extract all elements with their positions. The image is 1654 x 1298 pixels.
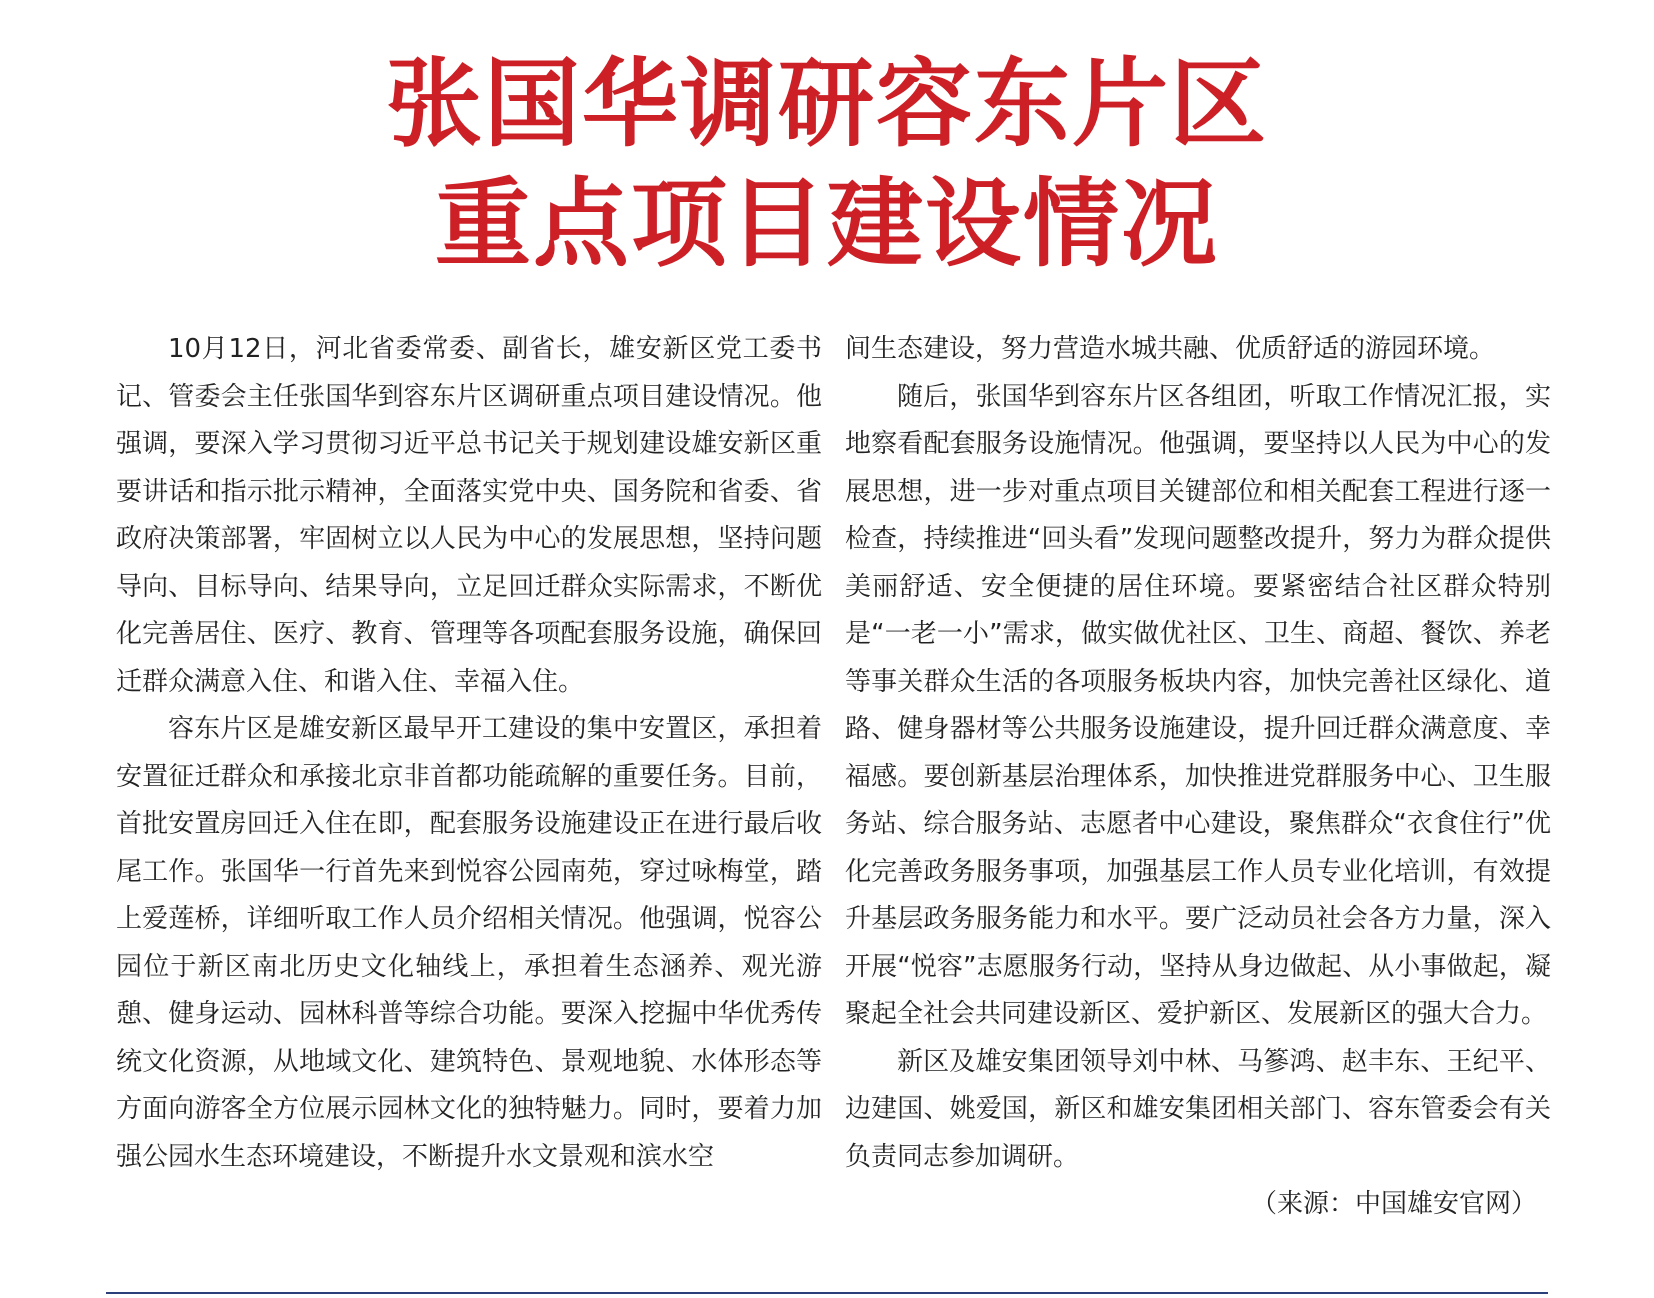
article-source: （来源：中国雄安官网） xyxy=(1250,1189,1537,1219)
article-paragraph-3: 随后，张国华到容东片区各组团，听取工作情况汇报，实地察看配套服务设施情况。他强调，要坚持以人民为中心的发展思想，进一步对重点项目关键部位和相关配套工程进行逐一检查，持续推进“回头看”发现问题整改提升，努力为群众提供美丽舒适、安全便捷的居住环境。要紧密结合社区群众特别是“一老一小”需求，做实做优社区、卫生、商超、餐饮、养老等事关群众生活的各项服务板块内容，加快完善社区绿化、道路、健身器材等公共服务设施建设，提升回迁群众满意度、幸福感。要创新基层治理体系，加快推进党群服务中心、卫生服务站、综合服务站、志愿者中心建设，聚焦群众“衣食住行”优化完善政务服务事项，加强基层工作人员专业化培训，有效提升基层政务服务能力和水平。要广泛动员社会各方力量，深入开展“悦容”志愿服务行动，坚持从身边做起、从小事做起，凝聚起全社会共同建设新区、爱护新区、发展新区的强大合力。 xyxy=(845,381,1551,1029)
article-paragraph-4: 新区及雄安集团领导刘中林、马篸鸿、赵丰东、王纪平、边建国、姚爱国，新区和雄安集团相关部门、容东管委会有关负责同志参加调研。 xyxy=(845,1046,1551,1172)
article-paragraph-2: 容东片区是雄安新区最早开工建设的集中安置区，承担着安置征迁群众和承接北京非首都功能疏解的重要任务。目前，首批安置房回迁入住在即，配套服务设施建设正在进行最后收尾工作。张国华一行首先来到悦容公园南苑，穿过咏梅堂，踏上爱莲桥，详细听取工作人员介绍相关情况。他强调，悦容公园位于新区南北历史文化轴线上，承担着生态涵养、观光游憩、健身运动、园林科普等综合功能。要深入挖掘中华优秀传统文化资源，从地域文化、建筑特色、景观地貌、水体形态等方面向游客全方位展示园林文化的独特魅力。同时，要着力加强公园水生态环境建设，不断提升水文景观和滨水空 xyxy=(116,714,822,1172)
headline xyxy=(0,44,1654,284)
article-right-column xyxy=(845,326,1551,1229)
article-paragraph-2-continued: 间生态建设，努力营造水城共融、优质舒适的游园环境。 xyxy=(845,334,1496,364)
headline-line-1: 张国华调研容东片区 xyxy=(386,47,1268,160)
article-paragraph-1: 10月12日，河北省委常委、副省长，雄安新区党工委书记、管委会主任张国华到容东片区调研重点项目建设情况。他强调，要深入学习贯彻习近平总书记关于规划建设雄安新区重要讲话和指示批示精神，全面落实党中央、国务院和省委、省政府决策部署，牢固树立以人民为中心的发展思想，坚持问题导向、目标导向、结果导向，立足回迁群众实际需求，不断优化完善居住、医疗、教育、管理等各项配套服务设施，确保回迁群众满意入住、和谐入住、幸福入住。 xyxy=(116,334,822,697)
headline-line-2: 重点项目建设情况 xyxy=(435,167,1219,280)
article-left-column xyxy=(116,326,822,1181)
bottom-divider xyxy=(106,1292,1548,1294)
